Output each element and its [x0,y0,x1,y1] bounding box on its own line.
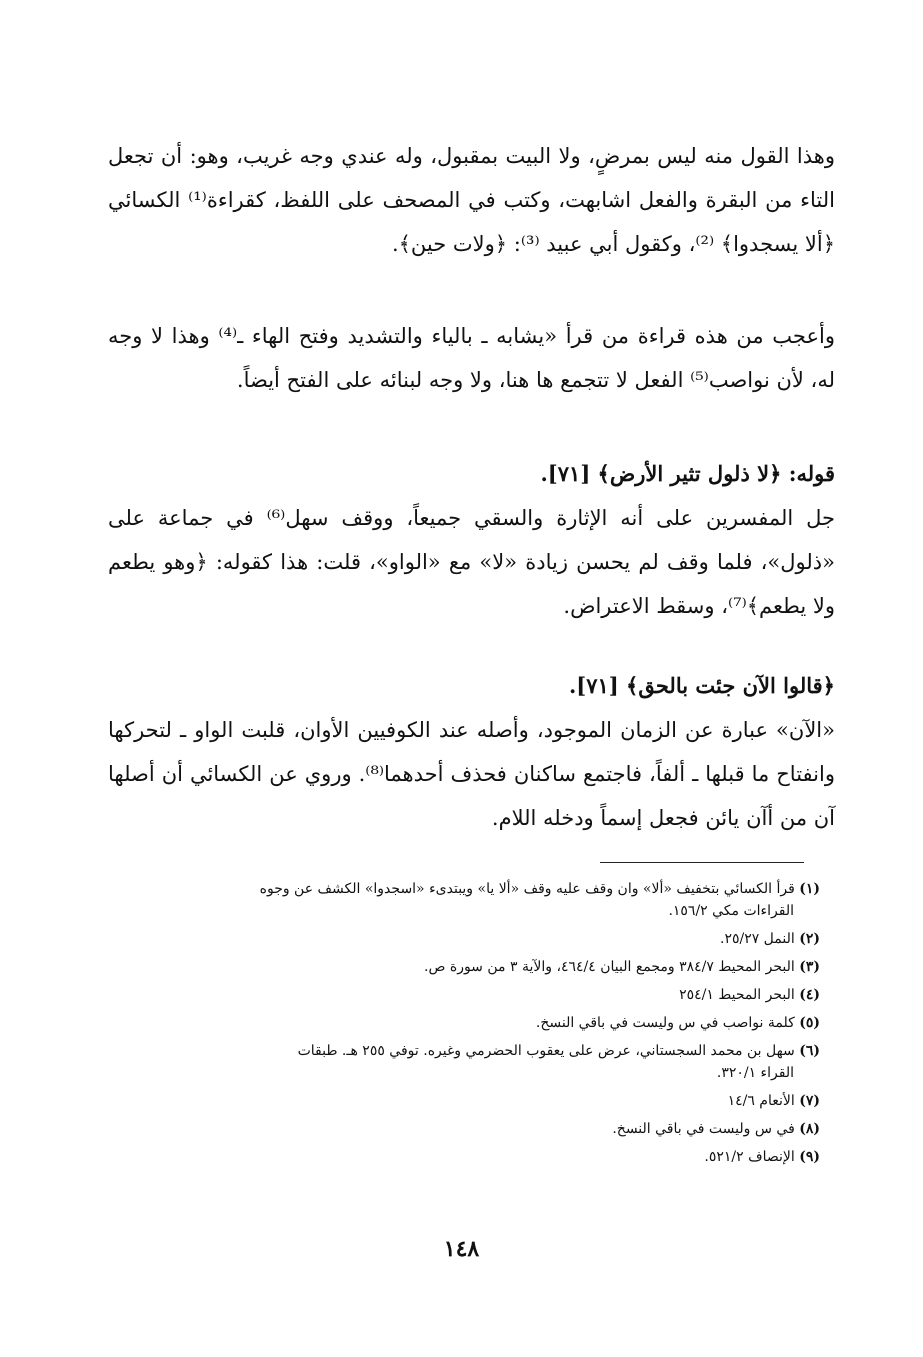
section-2 [108,664,835,840]
section-1 [108,452,835,628]
footnote-number: (٨) [799,1121,820,1137]
footnote-8 [112,1118,820,1140]
paragraph-2-block [108,314,835,402]
paragraph-2: وأعجب من هذه قراءة من قرأ «يشابه ـ بالياء والتشديد وفتح الهاء ـ⁽⁴⁾ وهذا لا وجه له، لأن نواصب⁽⁵⁾ الفعل لا تتجمع ها هنا، ولا وجه لبنائه على الفتح أيضاً. [108,324,835,392]
footnote-3 [112,956,820,978]
page-number: ١٤٨ [443,1236,480,1262]
footnote-divider [600,862,804,863]
footnote-number: (٦) [799,1043,820,1059]
footnote-continuation: القراءات مكي ١٥٦/٢. [668,903,794,919]
footnote-number: (٧) [799,1093,820,1109]
footnote-text: كلمة نواصب في س وليست في باقي النسخ. [535,1015,795,1031]
footnote-9 [112,1146,820,1168]
footnote-text: البحر المحيط ٣٨٤/٧ ومجمع البيان ٤٦٤/٤، والآية ٣ من سورة ص. [424,959,795,975]
footnote-text: النمل ٢٥/٢٧. [719,931,795,947]
paragraph-1: وهذا القول منه ليس بمرضٍ، ولا البيت بمقبول، وله عندي وجه غريب، وهو: أن تجعل التاء من البقرة والفعل اشابهت، وكتب في المصحف على اللفظ، كقراءة⁽¹⁾ الكسائي ﴿ألا يسجدوا﴾ ⁽²⁾، وكقول أبي عبيد ⁽³⁾: ﴿ولات حين﴾. [108,144,835,256]
footnote-number: (٤) [799,987,820,1003]
footnote-2 [112,928,820,950]
footnote-text: قرأ الكسائي بتخفيف «ألا» وان وقف عليه وقف «ألا يا» ويبتدىء «اسجدوا» الكشف عن وجوه [259,881,795,897]
footnote-number: (٥) [799,1015,820,1031]
footnote-6 [112,1040,820,1084]
section-1-heading: قوله: ﴿لا ذلول تثير الأرض﴾ [٧١]. [540,461,835,486]
footnote-text: البحر المحيط ٢٥٤/١ [679,987,795,1003]
footnote-text: سهل بن محمد السجستاني، عرض على يعقوب الحضرمي وغيره. توفي ٢٥٥ هـ. طبقات [297,1043,795,1059]
footnote-number: (١) [799,881,820,897]
footnote-7 [112,1090,820,1112]
footnote-text: الأنعام ١٤/٦ [727,1093,795,1109]
footnote-number: (٢) [799,931,820,947]
footnote-text: في س وليست في باقي النسخ. [612,1121,795,1137]
paragraph-1-block [108,134,835,266]
footnote-4 [112,984,820,1006]
footnote-continuation: القراء ٣٢٠/١. [716,1065,794,1081]
footnote-1 [112,878,820,922]
section-2-heading: ﴿قالوا الآن جئت بالحق﴾ [٧١]. [568,673,835,698]
footnote-5 [112,1012,820,1034]
section-2-text: «الآن» عبارة عن الزمان الموجود، وأصله عند الكوفيين الأوان، قلبت الواو ـ لتحركها وانفتاح ما قبلها ـ ألفاً، فاجتمع ساكنان فحذف أحدهما⁽⁸⁾. وروي عن الكسائي أن أصلها آن من أآن يائن فجعل إسماً ودخله اللام. [108,718,835,830]
footnote-number: (٣) [799,959,820,975]
footnote-text: الإنصاف ٥٢١/٢. [704,1149,795,1165]
section-1-text: جل المفسرين على أنه الإثارة والسقي جميعاً، ووقف سهل⁽⁶⁾ في جماعة على «ذلول»، فلما وقف لم يحسن زيادة «لا» مع «الواو»، قلت: هذا كقوله: ﴿وهو يطعم ولا يطعم﴾⁽⁷⁾، وسقط الاعتراض. [108,506,835,618]
footnotes [112,878,820,1174]
footnote-number: (٩) [799,1149,820,1165]
